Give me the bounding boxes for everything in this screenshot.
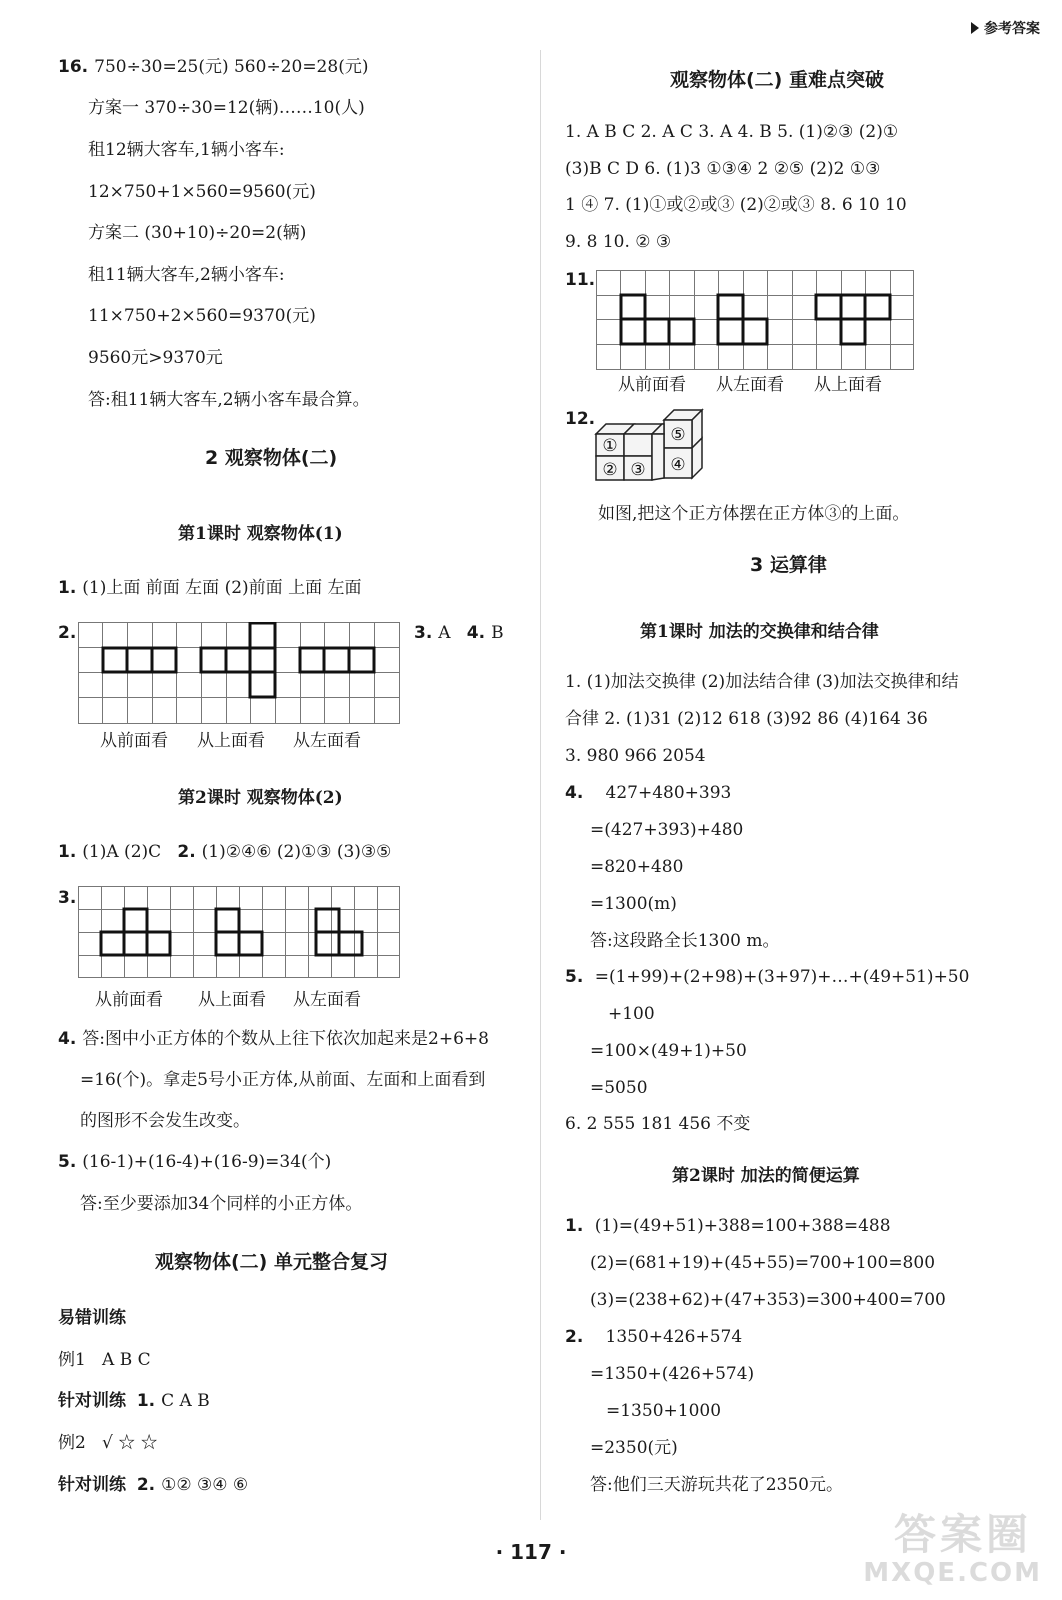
unit-3-title: 3 运算律 bbox=[750, 554, 827, 576]
lesson-2-title: 第2课时 观察物体(2) bbox=[178, 788, 343, 808]
lesson-1-title: 第1课时 观察物体(1) bbox=[178, 524, 343, 544]
unit3-lesson1-q3: 3. 980 966 2054 bbox=[565, 746, 706, 766]
breakthrough-line-1: 1. A B C 2. A C 3. A 4. B 5. (1)②③ (2)① bbox=[565, 122, 899, 142]
watermark-logo bbox=[852, 1502, 1052, 1592]
unit3-lesson1-q4-line-1: 4. 427+480+393 bbox=[565, 783, 732, 803]
cube-label-2: ② bbox=[602, 460, 618, 480]
lesson2-q4-line-1: 4. 答:图中小正方体的个数从上往下依次加起来是2+6+8 bbox=[58, 1029, 489, 1049]
breakthrough-q12-number: 12. bbox=[565, 409, 596, 429]
q16-line-4: 12×750+1×560=9560(元) bbox=[88, 182, 316, 202]
unit3-lesson1-q4-line-3: =820+480 bbox=[590, 857, 684, 877]
lesson1-q3-q4: 3. A 4. B bbox=[414, 623, 504, 643]
unit3-lesson2-q1-line-1: 1. (1)=(49+51)+388=100+388=488 bbox=[565, 1216, 891, 1236]
unit3-lesson1-q5-line-2: +100 bbox=[608, 1004, 655, 1024]
review-subtitle: 易错训练 bbox=[58, 1308, 126, 1328]
q16-line-8: 9560元>9370元 bbox=[88, 348, 223, 368]
lesson2-q5-line-1: 5. (16-1)+(16-4)+(16-9)=34(个) bbox=[58, 1152, 332, 1172]
breakthrough-line-2: (3)B C D 6. (1)3 ①③④ 2 ②⑤ (2)2 ①③ bbox=[565, 159, 881, 179]
q16-line-9: 答:租11辆大客车,2辆小客车最合算。 bbox=[88, 390, 370, 410]
lesson2-q1-q2: 1. (1)A (2)C 2. (1)②④⑥ (2)①③ (3)③⑤ bbox=[58, 842, 392, 862]
unit3-lesson2-q1-line-2: (2)=(681+19)+(45+55)=700+100=800 bbox=[590, 1253, 936, 1273]
q16-line-7: 11×750+2×560=9370(元) bbox=[88, 306, 316, 326]
unit3-lesson1-q4-line-5: 答:这段路全长1300 m。 bbox=[590, 931, 780, 951]
lesson1-caption-front: 从前面看 bbox=[100, 731, 168, 751]
unit3-lesson2-q1-line-3: (3)=(238+62)+(47+353)=300+400=700 bbox=[590, 1290, 946, 1310]
lesson2-q3-number: 3. bbox=[58, 888, 77, 908]
q16-line-5: 方案二 (30+10)÷20=2(辆) bbox=[88, 223, 307, 243]
q11-caption-front: 从前面看 bbox=[618, 375, 686, 395]
unit3-lesson-2-title: 第2课时 加法的简便运算 bbox=[672, 1166, 860, 1186]
breakthrough-q11-number: 11. bbox=[565, 270, 596, 290]
lesson1-q1: 1. (1)上面 前面 左面 (2)前面 上面 左面 bbox=[58, 578, 362, 598]
lesson1-caption-left: 从左面看 bbox=[293, 731, 361, 751]
lesson2-caption-top: 从上面看 bbox=[198, 990, 266, 1010]
q12-explanation: 如图,把这个正方体摆在正方体③的上面。 bbox=[598, 504, 910, 524]
review-example-2: 例2 √ ☆ ☆ bbox=[58, 1433, 158, 1453]
unit3-lesson2-q2-line-2: =1350+(426+574) bbox=[590, 1364, 755, 1384]
unit3-lesson1-q1-line-2: 合律 2. (1)31 (2)12 618 (3)92 86 (4)164 36 bbox=[565, 709, 928, 729]
unit3-lesson2-q2-line-5: 答:他们三天游玩共花了2350元。 bbox=[590, 1475, 843, 1495]
review-title: 观察物体(二) 单元整合复习 bbox=[155, 1251, 388, 1273]
unit3-lesson1-q5-line-1: 5. =(1+99)+(2+98)+(3+97)+…+(49+51)+50 bbox=[565, 967, 970, 987]
breakthrough-q11-grid-figure bbox=[596, 270, 914, 370]
lesson2-q3-grid-figure bbox=[78, 886, 400, 978]
review-drill-1: 针对训练 1. C A B bbox=[58, 1391, 210, 1411]
q16-line-6: 租11辆大客车,2辆小客车: bbox=[88, 265, 285, 285]
review-example-1: 例1 A B C bbox=[58, 1350, 151, 1370]
lesson1-q2-grid-figure bbox=[78, 622, 400, 724]
cube-label-5: ⑤ bbox=[670, 425, 686, 445]
q12-cube-stack-figure bbox=[592, 408, 704, 484]
unit3-lesson1-q4-line-4: =1300(m) bbox=[590, 894, 677, 914]
unit3-lesson2-q2-line-3: =1350+1000 bbox=[606, 1401, 722, 1421]
unit3-lesson1-q5-line-4: =5050 bbox=[590, 1078, 648, 1098]
unit-2-title: 2 观察物体(二) bbox=[205, 447, 338, 469]
unit3-lesson-1-title: 第1课时 加法的交换律和结合律 bbox=[640, 622, 879, 642]
lesson1-q2-number: 2. bbox=[58, 623, 77, 643]
triangle-marker-icon bbox=[971, 22, 979, 34]
breakthrough-line-3: 1 ④ 7. (1)①或②或③ (2)②或③ 8. 6 10 10 bbox=[565, 195, 907, 215]
review-drill-2: 针对训练 2. ①② ③④ ⑥ bbox=[58, 1475, 249, 1495]
q11-caption-top: 从上面看 bbox=[814, 375, 882, 395]
unit3-lesson1-q6: 6. 2 555 181 456 不变 bbox=[565, 1114, 751, 1134]
lesson2-caption-left: 从左面看 bbox=[293, 990, 361, 1010]
lesson2-q4-line-2: =16(个)。拿走5号小正方体,从前面、左面和上面看到 bbox=[80, 1070, 486, 1090]
lesson2-caption-front: 从前面看 bbox=[95, 990, 163, 1010]
unit3-lesson1-q1-line-1: 1. (1)加法交换律 (2)加法结合律 (3)加法交换律和结 bbox=[565, 672, 959, 692]
unit3-lesson1-q4-line-2: =(427+393)+480 bbox=[590, 820, 744, 840]
lesson1-caption-top: 从上面看 bbox=[197, 731, 265, 751]
cube-label-4: ④ bbox=[670, 455, 686, 475]
cube-label-1: ① bbox=[602, 436, 618, 456]
q11-caption-left: 从左面看 bbox=[716, 375, 784, 395]
q16-line-1: 16. 750÷30=25(元) 560÷20=28(元) bbox=[58, 57, 369, 77]
breakthrough-line-4: 9. 8 10. ② ③ bbox=[565, 232, 672, 252]
unit3-lesson1-q5-line-3: =100×(49+1)+50 bbox=[590, 1041, 747, 1061]
watermark-bottom: MXQE.COM bbox=[863, 1558, 1042, 1588]
q16-line-3: 租12辆大客车,1辆小客车: bbox=[88, 140, 285, 160]
q16-line-2: 方案一 370÷30=12(辆)……10(人) bbox=[88, 98, 365, 118]
breakthrough-title: 观察物体(二) 重难点突破 bbox=[670, 69, 884, 91]
page-number: · 117 · bbox=[495, 1540, 567, 1564]
column-divider bbox=[540, 50, 541, 1520]
unit3-lesson2-q2-line-4: =2350(元) bbox=[590, 1438, 678, 1458]
lesson2-q4-line-3: 的图形不会发生改变。 bbox=[80, 1111, 250, 1131]
watermark-top: 答案圈 bbox=[893, 1510, 1032, 1559]
answer-key-header: 参考答案 bbox=[971, 18, 1040, 38]
cube-label-3: ③ bbox=[630, 460, 646, 480]
lesson2-q5-line-2: 答:至少要添加34个同样的小正方体。 bbox=[80, 1194, 363, 1214]
unit3-lesson2-q2-line-1: 2. 1350+426+574 bbox=[565, 1327, 743, 1347]
